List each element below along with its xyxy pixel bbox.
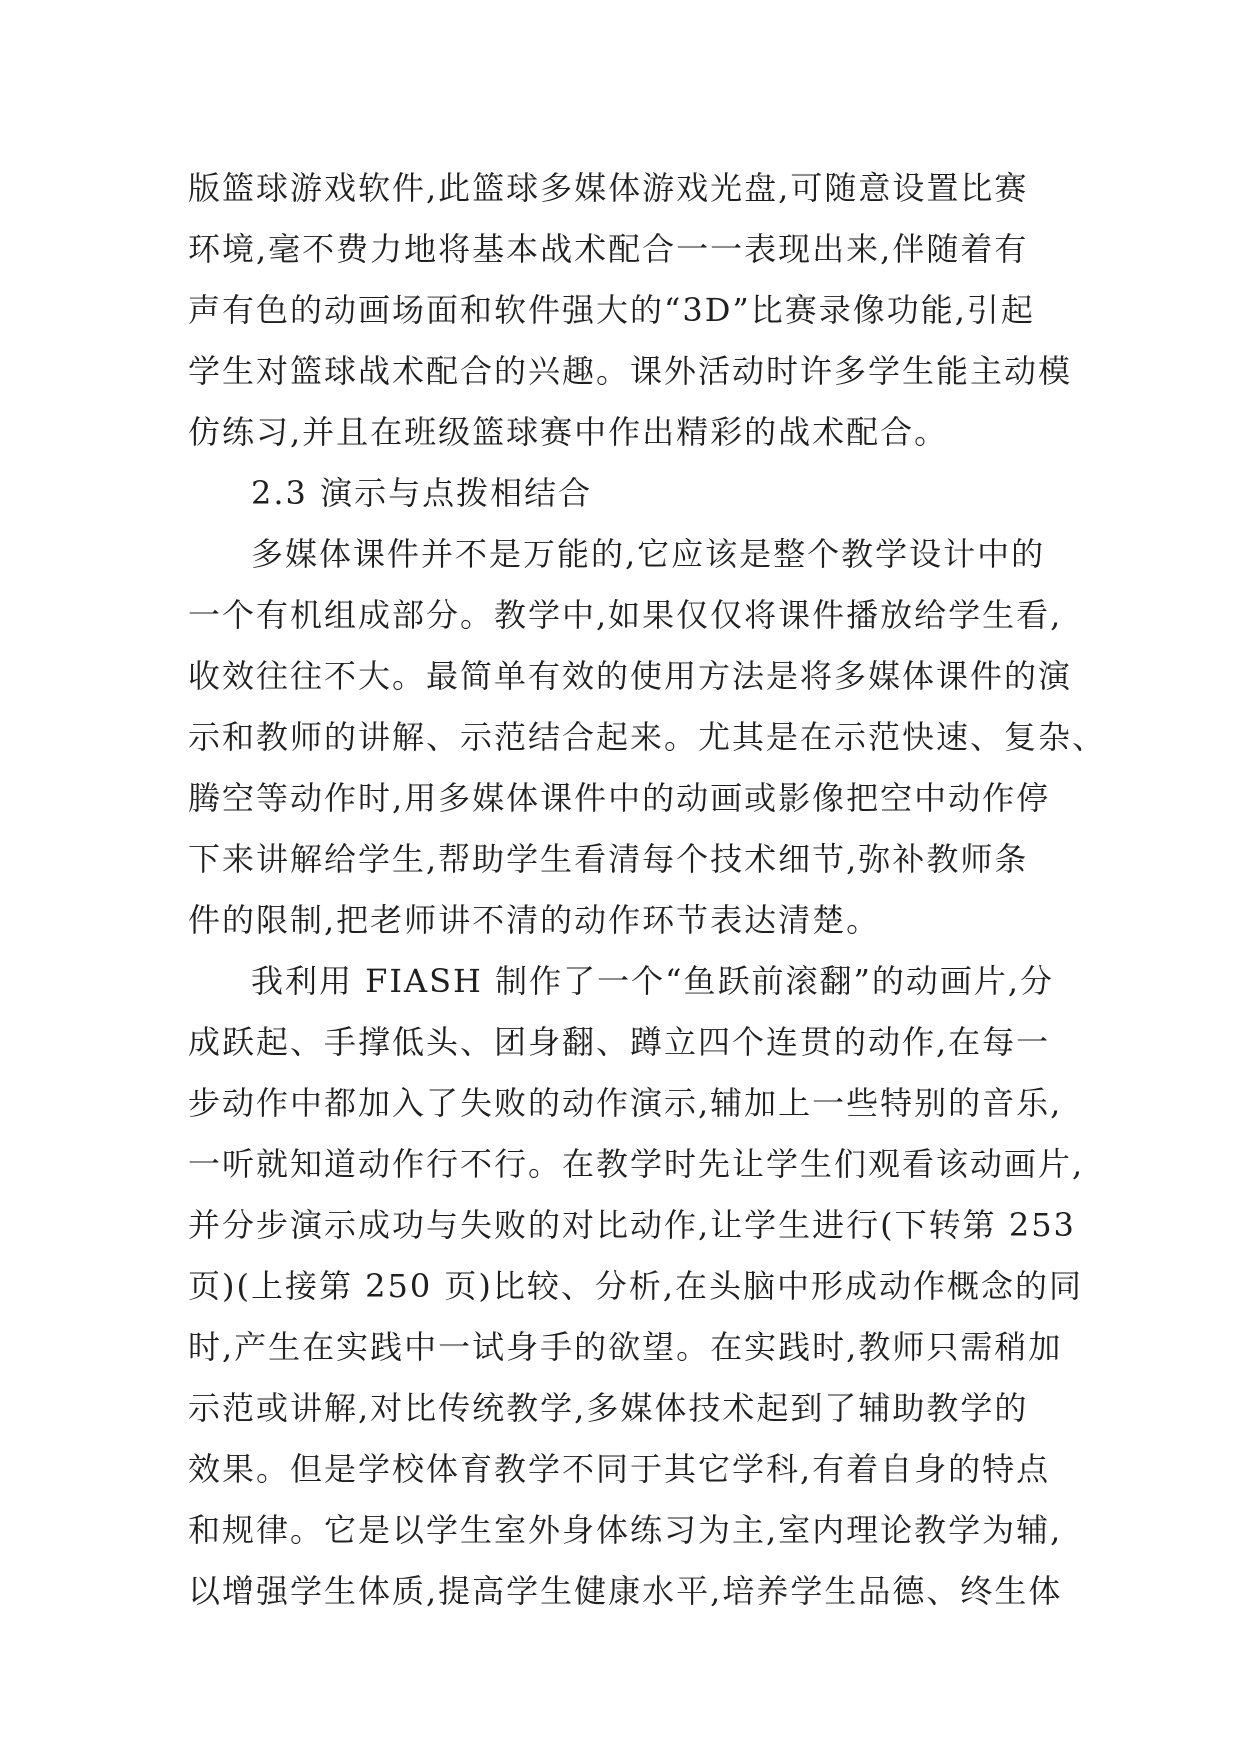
text-line: 腾空等动作时,用多媒体课件中的动画或影像把空中动作停 xyxy=(188,779,1051,817)
text-line: 仿练习,并且在班级篮球赛中作出精彩的战术配合。 xyxy=(188,413,949,451)
section-heading: 2.3 演示与点拨相结合 xyxy=(251,474,593,512)
text-line: 学生对篮球战术配合的兴趣。课外活动时许多学生能主动模 xyxy=(188,352,1073,390)
text-line: 收效往往不大。最简单有效的使用方法是将多媒体课件的演 xyxy=(188,657,1073,695)
text-line: 页)(上接第 250 页)比较、分析,在头脑中形成动作概念的同 xyxy=(188,1267,1084,1305)
text-line: 多媒体课件并不是万能的,它应该是整个教学设计中的 xyxy=(251,535,1046,573)
text-line: 环境,毫不费力地将基本战术配合一一表现出来,伴随着有 xyxy=(188,230,1029,268)
text-line: 我利用 FIASH 制作了一个“鱼跃前滚翻”的动画片,分 xyxy=(251,962,1055,1000)
text-line: 版篮球游戏软件,此篮球多媒体游戏光盘,可随意设置比赛 xyxy=(188,169,1029,207)
text-line: 一个有机组成部分。教学中,如果仅仅将课件播放给学生看, xyxy=(188,596,1063,634)
text-line: 下来讲解给学生,帮助学生看清每个技术细节,弥补教师条 xyxy=(188,840,1029,878)
text-line: 声有色的动画场面和软件强大的“3D”比赛录像功能,引起 xyxy=(188,291,1035,329)
text-line: 时,产生在实践中一试身手的欲望。在实践时,教师只需稍加 xyxy=(188,1328,1063,1366)
body-text xyxy=(188,158,1107,1622)
text-line: 以增强学生体质,提高学生健康水平,培养学生品德、终生体 xyxy=(188,1572,1063,1610)
text-line: 效果。但是学校体育教学不同于其它学科,有着自身的特点 xyxy=(188,1450,1051,1488)
text-line: 示范或讲解,对比传统教学,多媒体技术起到了辅助教学的 xyxy=(188,1389,1029,1427)
text-line: 步动作中都加入了失败的动作演示,辅加上一些特别的音乐, xyxy=(188,1084,1063,1122)
text-line: 件的限制,把老师讲不清的动作环节表达清楚。 xyxy=(188,901,881,939)
text-line: 并分步演示成功与失败的对比动作,让学生进行(下转第 253 xyxy=(188,1206,1076,1244)
text-line: 一听就知道动作行不行。在教学时先让学生们观看该动画片, xyxy=(188,1145,1085,1183)
text-line: 成跃起、手撑低头、团身翻、蹲立四个连贯的动作,在每一 xyxy=(188,1023,1051,1061)
text-line: 示和教师的讲解、示范结合起来。尤其是在示范快速、复杂、 xyxy=(188,718,1107,756)
text-line: 和规律。它是以学生室外身体练习为主,室内理论教学为辅, xyxy=(188,1511,1063,1549)
